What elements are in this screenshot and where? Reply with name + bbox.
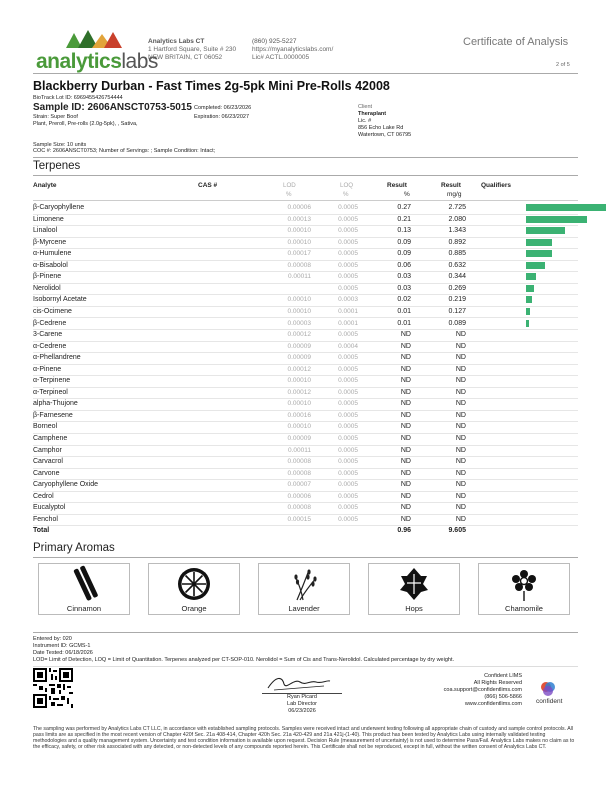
qualifier-bar bbox=[526, 273, 536, 280]
lod-cell: 0.00015 bbox=[287, 515, 311, 523]
result-mg-cell: 0.885 bbox=[448, 250, 466, 258]
lims-website[interactable]: www.confidentlims.com bbox=[464, 701, 522, 707]
lod-cell: 0.00010 bbox=[287, 307, 311, 315]
result-pct-cell: 0.03 bbox=[397, 273, 411, 281]
client-name: Theraplant bbox=[358, 111, 387, 117]
loq-cell: 0.0005 bbox=[338, 238, 358, 246]
lod-cell: 0.00010 bbox=[287, 227, 311, 235]
lod-cell: 0.00012 bbox=[287, 365, 311, 373]
result-pct-cell: 0.13 bbox=[397, 227, 411, 235]
result-mg-cell: ND bbox=[455, 354, 466, 362]
hops-icon bbox=[369, 564, 459, 604]
table-total-row bbox=[33, 525, 578, 537]
loq-cell: 0.0005 bbox=[338, 365, 358, 373]
result-pct-cell: ND bbox=[400, 400, 411, 408]
section-divider bbox=[33, 175, 578, 176]
result-mg-cell: ND bbox=[455, 458, 466, 466]
page-number: 2 of 5 bbox=[556, 62, 570, 68]
analyte-cell: Cedrol bbox=[33, 492, 54, 500]
aroma-label-orange: Orange bbox=[181, 604, 207, 613]
biotrack-lot-id: BioTrack Lot ID: 6969455426754444 bbox=[33, 95, 123, 101]
result-mg-cell: ND bbox=[455, 515, 466, 523]
result-mg-cell: ND bbox=[455, 388, 466, 396]
loq-cell: 0.0005 bbox=[338, 458, 358, 466]
qualifier-bar bbox=[526, 320, 529, 327]
loq-cell: 0.0001 bbox=[338, 307, 358, 315]
result-pct-cell: 0.03 bbox=[397, 284, 411, 292]
company-address-line2: NEW BRITAIN, CT 06052 bbox=[148, 54, 223, 61]
loq-cell: 0.0005 bbox=[338, 354, 358, 362]
analyte-cell: β-Caryophyllene bbox=[33, 204, 85, 211]
qualifier-bar bbox=[526, 308, 530, 315]
orange-icon bbox=[149, 564, 239, 604]
company-address-line1: 1 Hartford Square, Suite # 230 bbox=[148, 46, 237, 53]
analyte-cell: Carvacrol bbox=[33, 458, 63, 466]
col-header-cas: CAS # bbox=[198, 182, 218, 189]
result-pct-cell: ND bbox=[400, 377, 411, 385]
section-divider bbox=[33, 557, 578, 558]
lod-cell: 0.00008 bbox=[287, 469, 311, 477]
logo-text-sub: labs bbox=[121, 50, 158, 73]
header-divider bbox=[33, 73, 578, 74]
lod-cell: 0.00008 bbox=[287, 261, 311, 269]
total-mg: 9.605 bbox=[448, 527, 466, 535]
lod-cell: 0.00017 bbox=[287, 250, 311, 258]
col-header-analyte: Analyte bbox=[33, 182, 57, 189]
analyte-cell: cis-Ocimene bbox=[33, 307, 72, 315]
result-mg-cell: ND bbox=[455, 504, 466, 512]
loq-cell: 0.0005 bbox=[338, 504, 358, 512]
result-pct-cell: ND bbox=[400, 458, 411, 466]
company-phone: (860) 925-5227 bbox=[252, 38, 297, 45]
instrument-id: Instrument ID: GCMS-1 bbox=[33, 643, 91, 649]
disclaimer: The sampling was performed by Analytics Labs CT LLC, in accordance with established sampling protocols. Samples were received intact and underwent testing following all appropriate chain of custody and sample control protocols. All pass limits are as specified in the most recent version of Chapter 420f Sec. 21a 408-414, Chapter 420h Sec. 21a 420-429 and 21a 421j-(1-40). This product has been tested by Analytics Labs using internally validated testing methodologies and a quality management system. Uncertainty and test condition information is available upon request. Decision Rule (measurement of uncertainty) is not used to determine Pass/Fail. Analytics Labs makes no claim as to the efficacy, safety, or other risk associated with any detected, or non-detected levels of any compounds reported herein. This Certificate shall not be reproduced, except in full, without the written consent of Analytics Labs CT. bbox=[33, 726, 575, 750]
strain: Strain: Super Boof bbox=[33, 114, 78, 120]
company-license: Lic# ACTL.0000005 bbox=[252, 54, 310, 61]
footnote: LOD= Limit of Detection, LOQ = Limit of Quantitation. Terpenes analyzed per CT-SOP-010. Nerolidol = Sum of Cis and Trans-Nerolidol. Calculated percentage by dry weight. bbox=[33, 657, 455, 663]
lod-cell: 0.00006 bbox=[287, 492, 311, 500]
product-type: Plant, Preroll, Pre-rolls (2.0g-5pk), , Sativa, bbox=[33, 121, 138, 127]
lims-phone: (866) 506-5866 bbox=[484, 694, 522, 700]
aromas-section-title: Primary Aromas bbox=[33, 542, 115, 554]
loq-cell: 0.0005 bbox=[338, 411, 358, 419]
result-mg-cell: 0.089 bbox=[448, 319, 466, 327]
result-pct-cell: ND bbox=[400, 492, 411, 500]
analyte-cell: β-Pinene bbox=[33, 273, 62, 281]
analyte-cell: α-Terpinene bbox=[33, 377, 71, 385]
lod-cell: 0.00011 bbox=[287, 273, 311, 281]
unit-lod: % bbox=[286, 191, 292, 198]
entered-by: Entered by: 020 bbox=[33, 636, 72, 642]
date-tested: Date Tested: 06/18/2026 bbox=[33, 650, 93, 656]
result-mg-cell: ND bbox=[455, 342, 466, 350]
company-website[interactable]: https://myanalyticslabs.com/ bbox=[252, 46, 334, 53]
signer-title: Lab Director bbox=[287, 701, 317, 707]
loq-cell: 0.0005 bbox=[338, 515, 358, 523]
loq-cell: 0.0005 bbox=[338, 215, 358, 223]
product-title: Blackberry Durban - Fast Times 2g-5pk Mini Pre-Rolls 42008 bbox=[33, 79, 390, 93]
result-mg-cell: ND bbox=[455, 331, 466, 339]
result-pct-cell: ND bbox=[400, 331, 411, 339]
analyte-cell: α-Bisabolol bbox=[33, 261, 68, 269]
loq-cell: 0.0005 bbox=[338, 492, 358, 500]
company-name: Analytics Labs CT bbox=[148, 38, 205, 45]
qualifier-bar bbox=[526, 227, 565, 234]
lavender-icon bbox=[259, 564, 349, 604]
lims-rights: All Rights Reserved bbox=[473, 680, 522, 686]
qualifier-bar bbox=[526, 239, 552, 246]
result-pct-cell: ND bbox=[400, 354, 411, 362]
analyte-cell: Caryophyllene Oxide bbox=[33, 481, 98, 489]
analyte-cell: Borneol bbox=[33, 423, 58, 431]
aroma-label-hops: Hops bbox=[405, 604, 423, 613]
terpenes-section-title: Terpenes bbox=[33, 160, 81, 172]
lod-cell: 0.00008 bbox=[287, 458, 311, 466]
qr-code[interactable] bbox=[33, 668, 73, 708]
section-divider bbox=[33, 632, 578, 633]
client-address-line1: 856 Echo Lake Rd bbox=[358, 125, 404, 131]
result-mg-cell: ND bbox=[455, 481, 466, 489]
loq-cell: 0.0005 bbox=[338, 377, 358, 385]
logo-text-main: analytics bbox=[36, 50, 122, 73]
col-header-result-pct: Result bbox=[387, 182, 407, 189]
result-pct-cell: ND bbox=[400, 423, 411, 431]
confident-logo bbox=[536, 681, 576, 707]
analyte-cell: Linalool bbox=[33, 227, 58, 235]
analyte-cell: Camphor bbox=[33, 446, 62, 454]
confident-logo-text: confident bbox=[536, 698, 563, 705]
table-header-divider bbox=[33, 200, 578, 201]
analyte-cell: α-Phellandrene bbox=[33, 354, 81, 362]
qualifier-bar bbox=[526, 296, 532, 303]
result-mg-cell: 2.080 bbox=[448, 215, 466, 223]
lod-cell: 0.00010 bbox=[287, 423, 311, 431]
section-divider bbox=[33, 157, 578, 158]
result-pct-cell: ND bbox=[400, 388, 411, 396]
lod-cell: 0.00010 bbox=[287, 296, 311, 304]
unit-loq: % bbox=[343, 191, 349, 198]
loq-cell: 0.0005 bbox=[338, 227, 358, 235]
result-pct-cell: ND bbox=[400, 411, 411, 419]
loq-cell: 0.0005 bbox=[338, 423, 358, 431]
result-mg-cell: ND bbox=[455, 365, 466, 373]
analyte-cell: alpha-Thujone bbox=[33, 400, 78, 408]
result-mg-cell: ND bbox=[455, 411, 466, 419]
footer-divider bbox=[33, 666, 578, 667]
analyte-cell: β-Farnesene bbox=[33, 411, 73, 419]
analyte-cell: Nerolidol bbox=[33, 284, 61, 292]
result-pct-cell: 0.27 bbox=[397, 204, 411, 211]
loq-cell: 0.0005 bbox=[338, 331, 358, 339]
analyte-cell: Limonene bbox=[33, 215, 64, 223]
lod-cell: 0.00010 bbox=[287, 377, 311, 385]
qualifier-bar bbox=[526, 216, 587, 223]
lod-cell: 0.00008 bbox=[287, 504, 311, 512]
loq-cell: 0.0005 bbox=[338, 273, 358, 281]
result-mg-cell: 0.127 bbox=[448, 307, 466, 315]
logo-mountains-icon bbox=[66, 28, 122, 50]
result-pct-cell: ND bbox=[400, 342, 411, 350]
result-mg-cell: ND bbox=[455, 435, 466, 442]
result-pct-cell: 0.01 bbox=[397, 307, 411, 315]
sample-id: Sample ID: 2606ANSCT0753-5015 bbox=[33, 102, 192, 113]
loq-cell: 0.0005 bbox=[338, 446, 358, 454]
chamomile-icon bbox=[479, 564, 569, 604]
confident-logo-icon bbox=[540, 681, 556, 697]
lod-cell: 0.00010 bbox=[287, 400, 311, 408]
sample-size: Sample Size: 10 units bbox=[33, 142, 87, 148]
client-address-line2: Watertown, CT 06795 bbox=[358, 132, 412, 138]
result-pct-cell: ND bbox=[400, 515, 411, 523]
lod-cell: 0.00009 bbox=[287, 342, 311, 350]
loq-cell: 0.0005 bbox=[338, 261, 358, 269]
lod-cell: 0.00010 bbox=[287, 238, 311, 246]
lod-cell: 0.00012 bbox=[287, 331, 311, 339]
signer-name: Ryan Picard bbox=[287, 694, 317, 700]
result-pct-cell: 0.09 bbox=[397, 238, 411, 246]
result-pct-cell: ND bbox=[400, 481, 411, 489]
aroma-label-lavender: Lavender bbox=[288, 604, 320, 613]
result-mg-cell: 0.219 bbox=[448, 296, 466, 304]
loq-cell: 0.0005 bbox=[338, 204, 358, 211]
loq-cell: 0.0003 bbox=[338, 296, 358, 304]
lod-cell: 0.00006 bbox=[287, 204, 311, 211]
qualifier-bar bbox=[526, 285, 534, 292]
qualifier-bar bbox=[526, 204, 606, 211]
col-header-result-mg: Result bbox=[441, 182, 461, 189]
lod-cell: 0.00012 bbox=[287, 388, 311, 396]
signature-date: 06/23/2026 bbox=[288, 708, 316, 714]
col-header-qualifiers: Qualifiers bbox=[481, 182, 511, 189]
completed-date: Completed: 06/23/2026 bbox=[194, 105, 252, 111]
result-mg-cell: ND bbox=[455, 492, 466, 500]
unit-result-pct: % bbox=[404, 191, 410, 198]
result-pct-cell: 0.21 bbox=[397, 215, 411, 223]
result-mg-cell: 0.632 bbox=[448, 261, 466, 269]
analyte-cell: Isobornyl Acetate bbox=[33, 296, 87, 304]
cinnamon-icon bbox=[39, 564, 129, 604]
result-pct-cell: 0.01 bbox=[397, 319, 411, 327]
client-label: Client bbox=[358, 104, 373, 110]
aroma-label-chamomile: Chamomile bbox=[505, 604, 543, 613]
loq-cell: 0.0005 bbox=[338, 284, 358, 292]
analyte-cell: Carvone bbox=[33, 469, 60, 477]
client-license: Lic. # bbox=[358, 118, 372, 124]
result-mg-cell: ND bbox=[455, 377, 466, 385]
analyte-cell: α-Terpineol bbox=[33, 388, 68, 396]
analyte-cell: Eucalyptol bbox=[33, 504, 66, 512]
loq-cell: 0.0005 bbox=[338, 469, 358, 477]
analyte-cell: α-Cedrene bbox=[33, 342, 67, 350]
result-mg-cell: 0.269 bbox=[448, 284, 466, 292]
result-pct-cell: ND bbox=[400, 365, 411, 373]
loq-cell: 0.0001 bbox=[338, 319, 358, 327]
loq-cell: 0.0005 bbox=[338, 435, 358, 442]
total-label: Total bbox=[33, 527, 50, 535]
lod-cell: 0.00013 bbox=[287, 215, 311, 223]
analyte-cell: α-Humulene bbox=[33, 250, 72, 258]
col-header-lod: LOD bbox=[283, 182, 296, 189]
signature bbox=[264, 672, 334, 694]
loq-cell: 0.0005 bbox=[338, 388, 358, 396]
result-pct-cell: ND bbox=[400, 504, 411, 512]
total-pct: 0.96 bbox=[397, 527, 411, 535]
unit-result-mg: mg/g bbox=[447, 191, 462, 198]
loq-cell: 0.0004 bbox=[338, 342, 358, 350]
result-pct-cell: 0.09 bbox=[397, 250, 411, 258]
company-logo bbox=[36, 28, 158, 73]
lims-email[interactable]: coa.support@confidentlims.com bbox=[443, 687, 522, 693]
result-mg-cell: 0.344 bbox=[448, 273, 466, 281]
lod-cell: 0.00016 bbox=[287, 411, 311, 419]
result-mg-cell: 2.725 bbox=[448, 204, 466, 211]
result-mg-cell: ND bbox=[455, 469, 466, 477]
qualifier-bar bbox=[526, 250, 552, 257]
loq-cell: 0.0005 bbox=[338, 250, 358, 258]
aroma-label-cinnamon: Cinnamon bbox=[66, 604, 102, 613]
result-pct-cell: ND bbox=[400, 446, 411, 454]
lod-cell: 0.00009 bbox=[287, 435, 311, 442]
result-mg-cell: 0.892 bbox=[448, 238, 466, 246]
document-title: Certificate of Analysis bbox=[463, 36, 569, 48]
result-mg-cell: ND bbox=[455, 446, 466, 454]
result-pct-cell: 0.06 bbox=[397, 261, 411, 269]
result-pct-cell: ND bbox=[400, 435, 411, 442]
analyte-cell: Camphene bbox=[33, 435, 68, 442]
coc-info: COC #: 2606ANSCT0753; Number of Servings: ; Sample Condition: Intact; bbox=[33, 148, 216, 154]
lod-cell: 0.00009 bbox=[287, 354, 311, 362]
lod-cell: 0.00003 bbox=[287, 319, 311, 327]
lod-cell: 0.00011 bbox=[287, 446, 311, 454]
analyte-cell: Fenchol bbox=[33, 515, 58, 523]
expiration-date: Expiration: 06/23/2027 bbox=[194, 114, 250, 120]
result-mg-cell: 1.343 bbox=[448, 227, 466, 235]
result-mg-cell: ND bbox=[455, 400, 466, 408]
lod-cell: 0.00007 bbox=[287, 481, 311, 489]
result-pct-cell: 0.02 bbox=[397, 296, 411, 304]
result-pct-cell: ND bbox=[400, 469, 411, 477]
col-header-loq: LOQ bbox=[340, 182, 354, 189]
qualifier-bar bbox=[526, 262, 545, 269]
analyte-cell: β-Cedrene bbox=[33, 319, 67, 327]
result-mg-cell: ND bbox=[455, 423, 466, 431]
loq-cell: 0.0005 bbox=[338, 481, 358, 489]
loq-cell: 0.0005 bbox=[338, 400, 358, 408]
lims-name: Confident LIMS bbox=[484, 673, 522, 679]
analyte-cell: β-Myrcene bbox=[33, 238, 67, 246]
analyte-cell: α-Pinene bbox=[33, 365, 62, 373]
analyte-cell: 3-Carene bbox=[33, 331, 63, 339]
